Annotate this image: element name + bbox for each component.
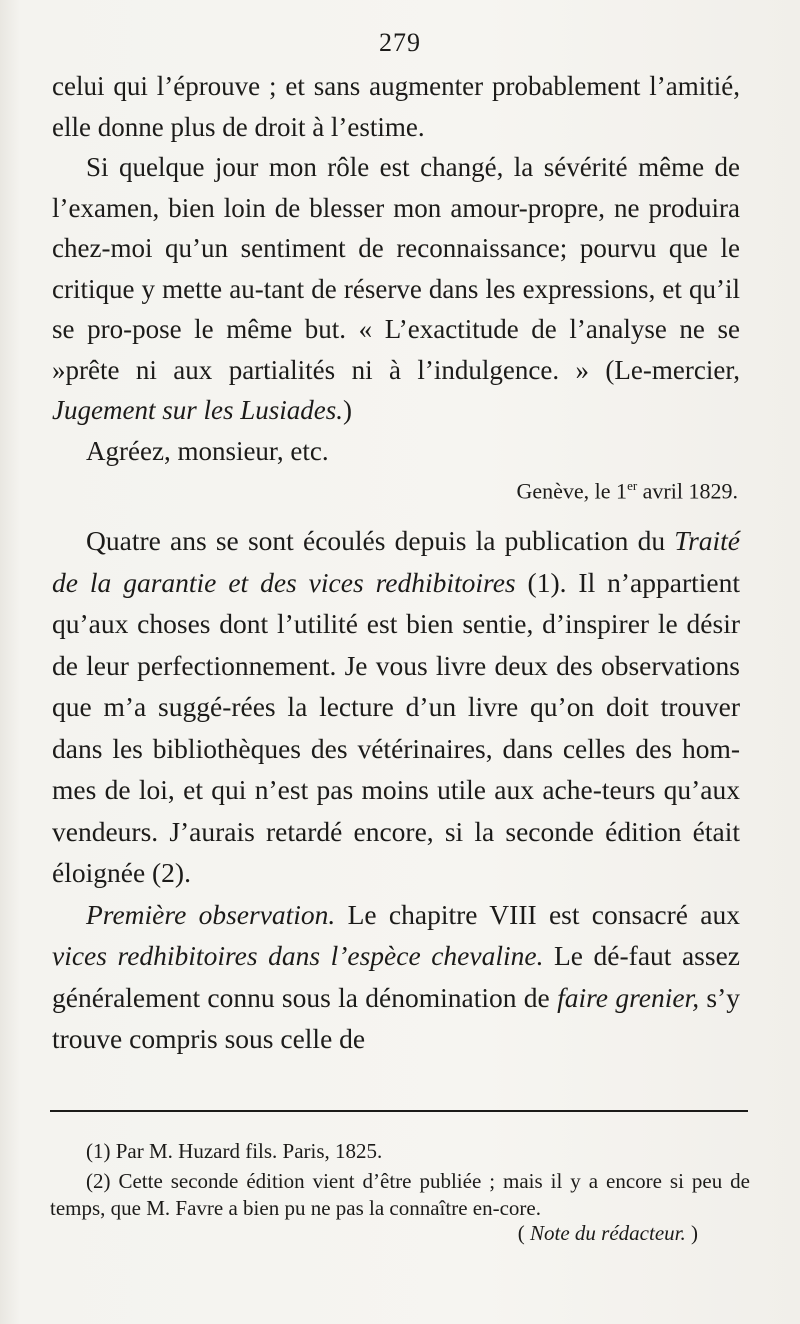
footnote-2: (2) Cette seconde édition vient d’être publiée ; mais il y a encore si peu de temps, que M. Favre a bien pu ne pas la connaître en-core. [50,1169,750,1220]
letter-closing: Agréez, monsieur, etc. [86,435,329,466]
body-text [52,66,740,1060]
place-date-superscript: er [627,478,638,493]
paragraph-text: Si quelque jour mon rôle est changé, la sévérité même de l’examen, bien loin de blesser mon amour-propre, ne produira chez-moi qu’un sentiment de reconnaissance; pourvu que le critique y mette au-tant de réserve dans les expressions, et qu’il se pro-pose le même but. « L’exactitude de l’analyse ne se »prête ni aux partialités ni à l’indulgence. » (Le-mercier, [52,152,740,385]
paragraph-first-observation [52,894,740,1060]
paragraph-text-c: s’y trouve compris sous celle de [52,981,741,1055]
faire-grenier-italic: faire grenier, [557,981,700,1013]
page-number: 279 [379,28,421,57]
paragraph-text-rest: (1). Il n’appartient qu’aux choses dont l’utilité est bien sentie, d’inspirer le désir de leur perfectionnement. Je vous livre deux des observations que m’a suggé-rées la lecture d’un livre qu’on doit trouver dans les bibliothèques des vétérinaires, dans celles des hom-mes de loi, et qui n’est pas moins utile aux ache-teurs qu’aux vendeurs. J’aurais retardé encore, si la seconde édition était éloignée (2). [52,566,740,889]
note-open-paren: ( [517,1221,525,1245]
treatise-title-italic: Traité de la garantie et des vices redhibitoires [52,525,741,598]
place-date-suffix: avril 1829. [637,478,738,504]
second-letter [52,520,740,1060]
paragraph-continuation: celui qui l’éprouve ; et sans augmenter probablement l’amitié, elle donne plus de droit à l’estime. [52,71,740,142]
paragraph-text-b: Le dé-faut assez généralement connu sous la dénomination de [52,940,740,1013]
place-date [52,471,740,506]
paragraph-critique [52,147,740,431]
paragraph-publication [52,520,740,894]
editor-note [50,1220,750,1247]
paragraph-text: Quatre ans se sont écoulés depuis la publication du [86,525,666,557]
observation-label: Première observation. [86,898,336,930]
place-date-prefix: Genève, le 1 [516,478,628,504]
footnote-1: (1) Par M. Huzard fils. Paris, 1825. [86,1139,383,1163]
footnotes [50,1138,750,1247]
footnote-rule [50,1110,748,1112]
paragraph-text: Le chapitre VIII est consacré aux [347,898,740,930]
book-title-italic: Jugement sur les Lusiades. [52,395,343,425]
closing-paren: ) [342,395,352,425]
note-close-paren: ) [691,1221,698,1245]
note-text-italic: Note du rédacteur. [530,1221,686,1245]
vices-italic: vices redhibitoires dans l’espèce chevaline. [52,940,544,972]
